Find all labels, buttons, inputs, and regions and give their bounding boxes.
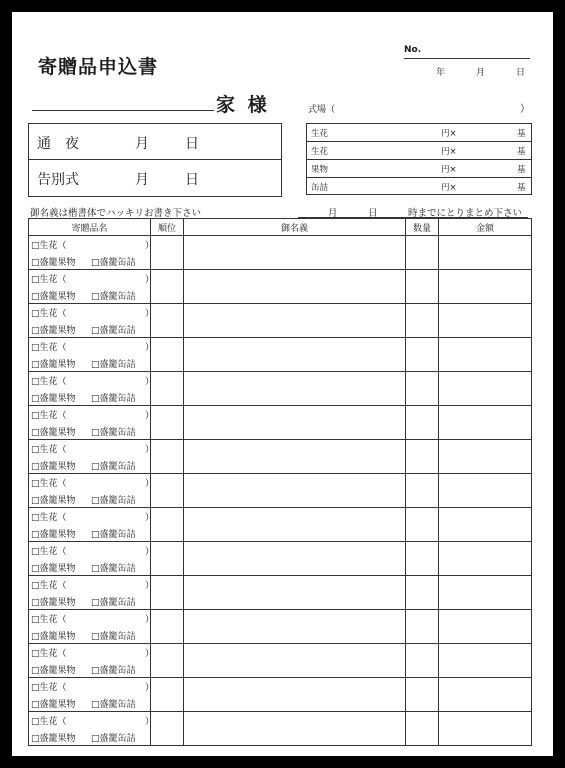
- table-row: [29, 304, 532, 338]
- fruit-basket-checkbox[interactable]: □盛籠果物: [31, 394, 76, 404]
- paren-close: ）: [145, 717, 155, 727]
- donor-name-cell[interactable]: [184, 712, 406, 746]
- gift-cell: [29, 712, 155, 746]
- amount-cell[interactable]: [439, 440, 532, 474]
- price-row: [307, 159, 531, 177]
- col-header-gift: 寄贈品名: [29, 219, 151, 236]
- table-row: [29, 678, 532, 712]
- fruit-basket-checkbox[interactable]: □盛籠果物: [31, 734, 76, 744]
- amount-cell[interactable]: [439, 338, 532, 372]
- price-unit: 円×: [441, 165, 457, 175]
- amount-cell[interactable]: [439, 678, 532, 712]
- donor-name-cell[interactable]: [184, 542, 406, 576]
- quantity-cell[interactable]: [406, 304, 439, 338]
- gift-cell: [29, 304, 155, 338]
- event-wake-day: 日: [185, 136, 199, 152]
- quantity-cell[interactable]: [406, 678, 439, 712]
- event-wake-label: 通 夜: [37, 136, 79, 152]
- quantity-cell[interactable]: [406, 576, 439, 610]
- fresh-flower-checkbox[interactable]: □生花（: [31, 241, 67, 251]
- month-label: 月: [476, 68, 486, 78]
- table-row: [29, 610, 532, 644]
- canned-basket-checkbox[interactable]: □盛籠缶詰: [91, 258, 136, 268]
- table-row: [29, 542, 532, 576]
- price-row: [307, 177, 531, 195]
- event-funeral-label: 告別式: [37, 172, 79, 188]
- donor-name-cell[interactable]: [184, 236, 406, 270]
- event-wake-month: 月: [135, 136, 149, 152]
- amount-cell[interactable]: [439, 508, 532, 542]
- amount-cell[interactable]: [439, 712, 532, 746]
- price-row: [307, 124, 531, 141]
- donor-name-cell[interactable]: [184, 576, 406, 610]
- paren-close: ）: [145, 411, 155, 421]
- rank-cell[interactable]: [151, 372, 184, 406]
- canned-basket-checkbox[interactable]: □盛籠缶詰: [91, 360, 136, 370]
- donor-name-cell[interactable]: [184, 610, 406, 644]
- paren-close: ）: [145, 445, 155, 455]
- table-row: [29, 270, 532, 304]
- quantity-cell[interactable]: [406, 440, 439, 474]
- fresh-flower-checkbox[interactable]: □生花（: [31, 479, 67, 489]
- form-title: 寄贈品申込書: [38, 56, 159, 78]
- fruit-basket-checkbox[interactable]: □盛籠果物: [31, 360, 76, 370]
- donor-name-cell[interactable]: [184, 440, 406, 474]
- quantity-cell[interactable]: [406, 712, 439, 746]
- deadline-text: 時までにとりまとめ下さい: [408, 208, 523, 219]
- fruit-basket-checkbox[interactable]: □盛籠果物: [31, 428, 76, 438]
- fresh-flower-checkbox[interactable]: □生花（: [31, 309, 67, 319]
- paren-close: ）: [145, 377, 155, 387]
- rank-cell[interactable]: [151, 406, 184, 440]
- table-row: [29, 236, 532, 270]
- fresh-flower-checkbox[interactable]: □生花（: [31, 445, 67, 455]
- amount-cell[interactable]: [439, 474, 532, 508]
- paren-close: ）: [145, 343, 155, 353]
- quantity-cell[interactable]: [406, 236, 439, 270]
- table-row: [29, 474, 532, 508]
- canned-basket-checkbox[interactable]: □盛籠缶詰: [91, 496, 136, 506]
- fruit-basket-checkbox[interactable]: □盛籠果物: [31, 258, 76, 268]
- canned-basket-checkbox[interactable]: □盛籠缶詰: [91, 530, 136, 540]
- price-item: 生花: [311, 129, 329, 139]
- price-count: 基: [517, 165, 526, 175]
- amount-cell[interactable]: [439, 236, 532, 270]
- fresh-flower-checkbox[interactable]: □生花（: [31, 377, 67, 387]
- gift-cell: [29, 474, 155, 508]
- instruction-note: 御名義は楷書体でハッキリお書き下さい: [30, 208, 202, 219]
- table-row: [29, 372, 532, 406]
- fruit-basket-checkbox[interactable]: □盛籠果物: [31, 496, 76, 506]
- year-label: 年: [436, 68, 446, 78]
- donor-name-cell[interactable]: [184, 304, 406, 338]
- price-count: 基: [517, 129, 526, 139]
- amount-cell[interactable]: [439, 372, 532, 406]
- fruit-basket-checkbox[interactable]: □盛籠果物: [31, 700, 76, 710]
- fresh-flower-checkbox[interactable]: □生花（: [31, 683, 67, 693]
- fresh-flower-checkbox[interactable]: □生花（: [31, 615, 67, 625]
- col-header-rank: 順位: [151, 219, 184, 236]
- canned-basket-checkbox[interactable]: □盛籠缶詰: [91, 666, 136, 676]
- paren-close: ）: [145, 683, 155, 693]
- fresh-flower-checkbox[interactable]: □生花（: [31, 513, 67, 523]
- table-header-row: [29, 219, 532, 236]
- canned-basket-checkbox[interactable]: □盛籠缶詰: [91, 394, 136, 404]
- event-funeral-day: 日: [185, 172, 199, 188]
- col-header-name: 御名義: [184, 219, 406, 236]
- canned-basket-checkbox[interactable]: □盛籠缶詰: [91, 734, 136, 744]
- paren-close: ）: [145, 615, 155, 625]
- donor-name-cell[interactable]: [184, 270, 406, 304]
- rank-cell[interactable]: [151, 338, 184, 372]
- rank-cell[interactable]: [151, 270, 184, 304]
- rank-cell[interactable]: [151, 542, 184, 576]
- table-row: [29, 406, 532, 440]
- price-unit: 円×: [441, 183, 457, 193]
- price-unit: 円×: [441, 147, 457, 157]
- fresh-flower-checkbox[interactable]: □生花（: [31, 411, 67, 421]
- family-suffix: 家 様: [216, 94, 270, 116]
- amount-cell[interactable]: [439, 542, 532, 576]
- quantity-cell[interactable]: [406, 508, 439, 542]
- paren-close: ）: [145, 649, 155, 659]
- fruit-basket-checkbox[interactable]: □盛籠果物: [31, 564, 76, 574]
- family-name-field[interactable]: [32, 110, 214, 111]
- quantity-cell[interactable]: [406, 338, 439, 372]
- paren-close: ）: [145, 513, 155, 523]
- quantity-cell[interactable]: [406, 474, 439, 508]
- gift-cell: [29, 440, 155, 474]
- rank-cell[interactable]: [151, 304, 184, 338]
- fruit-basket-checkbox[interactable]: □盛籠果物: [31, 666, 76, 676]
- rank-cell[interactable]: [151, 644, 184, 678]
- fruit-basket-checkbox[interactable]: □盛籠果物: [31, 632, 76, 642]
- deadline-month: 月: [328, 208, 338, 219]
- paren-close: ）: [145, 547, 155, 557]
- price-item: 生花: [311, 147, 329, 157]
- venue-close: ）: [520, 104, 530, 115]
- table-row: [29, 712, 532, 746]
- rank-cell[interactable]: [151, 508, 184, 542]
- gift-cell: [29, 372, 155, 406]
- rank-cell[interactable]: [151, 610, 184, 644]
- application-form: [12, 12, 553, 756]
- paren-close: ）: [145, 241, 155, 251]
- gift-table: [28, 218, 532, 746]
- gift-cell: [29, 508, 155, 542]
- day-label: 日: [516, 68, 526, 78]
- fruit-basket-checkbox[interactable]: □盛籠果物: [31, 326, 76, 336]
- gift-cell: [29, 576, 155, 610]
- donor-name-cell[interactable]: [184, 508, 406, 542]
- canned-basket-checkbox[interactable]: □盛籠缶詰: [91, 564, 136, 574]
- event-divider: [29, 159, 281, 160]
- quantity-cell[interactable]: [406, 610, 439, 644]
- donor-name-cell[interactable]: [184, 338, 406, 372]
- canned-basket-checkbox[interactable]: □盛籠缶詰: [91, 632, 136, 642]
- table-row: [29, 440, 532, 474]
- amount-cell[interactable]: [439, 644, 532, 678]
- fruit-basket-checkbox[interactable]: □盛籠果物: [31, 530, 76, 540]
- canned-basket-checkbox[interactable]: □盛籠缶詰: [91, 428, 136, 438]
- donor-name-cell[interactable]: [184, 372, 406, 406]
- number-label: No.: [404, 45, 422, 55]
- table-row: [29, 644, 532, 678]
- number-field[interactable]: [404, 58, 530, 59]
- amount-cell[interactable]: [439, 610, 532, 644]
- fruit-basket-checkbox[interactable]: □盛籠果物: [31, 598, 76, 608]
- price-count: 基: [517, 147, 526, 157]
- rank-cell[interactable]: [151, 474, 184, 508]
- canned-basket-checkbox[interactable]: □盛籠缶詰: [91, 700, 136, 710]
- gift-cell: [29, 270, 155, 304]
- rank-cell[interactable]: [151, 712, 184, 746]
- paren-close: ）: [145, 581, 155, 591]
- price-item: 果物: [311, 165, 329, 175]
- fresh-flower-checkbox[interactable]: □生花（: [31, 649, 67, 659]
- event-date-box: [28, 123, 282, 197]
- rank-cell[interactable]: [151, 576, 184, 610]
- quantity-cell[interactable]: [406, 542, 439, 576]
- canned-basket-checkbox[interactable]: □盛籠缶詰: [91, 292, 136, 302]
- quantity-cell[interactable]: [406, 406, 439, 440]
- donor-name-cell[interactable]: [184, 474, 406, 508]
- gift-cell: [29, 338, 155, 372]
- fresh-flower-checkbox[interactable]: □生花（: [31, 717, 67, 727]
- fresh-flower-checkbox[interactable]: □生花（: [31, 275, 67, 285]
- table-row: [29, 576, 532, 610]
- price-unit: 円×: [441, 129, 457, 139]
- gift-cell: [29, 678, 155, 712]
- fruit-basket-checkbox[interactable]: □盛籠果物: [31, 292, 76, 302]
- amount-cell[interactable]: [439, 270, 532, 304]
- fresh-flower-checkbox[interactable]: □生花（: [31, 581, 67, 591]
- rank-cell[interactable]: [151, 678, 184, 712]
- quantity-cell[interactable]: [406, 270, 439, 304]
- gift-cell: [29, 406, 155, 440]
- rank-cell[interactable]: [151, 440, 184, 474]
- gift-cell: [29, 644, 155, 678]
- deadline-day: 日: [368, 208, 378, 219]
- amount-cell[interactable]: [439, 406, 532, 440]
- canned-basket-checkbox[interactable]: □盛籠缶詰: [91, 598, 136, 608]
- donor-name-cell[interactable]: [184, 644, 406, 678]
- table-row: [29, 338, 532, 372]
- paren-close: ）: [145, 479, 155, 489]
- fresh-flower-checkbox[interactable]: □生花（: [31, 343, 67, 353]
- fresh-flower-checkbox[interactable]: □生花（: [31, 547, 67, 557]
- venue-label: 式場（: [308, 105, 336, 115]
- paren-close: ）: [145, 309, 155, 319]
- quantity-cell[interactable]: [406, 644, 439, 678]
- table-row: [29, 508, 532, 542]
- paren-close: ）: [145, 275, 155, 285]
- quantity-cell[interactable]: [406, 372, 439, 406]
- donor-name-cell[interactable]: [184, 678, 406, 712]
- price-box: [306, 123, 532, 195]
- rank-cell[interactable]: [151, 236, 184, 270]
- price-row: [307, 141, 531, 159]
- gift-cell: [29, 236, 155, 270]
- gift-cell: [29, 542, 155, 576]
- event-funeral-month: 月: [135, 172, 149, 188]
- amount-cell[interactable]: [439, 576, 532, 610]
- fruit-basket-checkbox[interactable]: □盛籠果物: [31, 462, 76, 472]
- col-header-qty: 数量: [406, 219, 439, 236]
- price-count: 基: [517, 183, 526, 193]
- canned-basket-checkbox[interactable]: □盛籠缶詰: [91, 462, 136, 472]
- donor-name-cell[interactable]: [184, 406, 406, 440]
- col-header-amount: 金額: [439, 219, 532, 236]
- amount-cell[interactable]: [439, 304, 532, 338]
- canned-basket-checkbox[interactable]: □盛籠缶詰: [91, 326, 136, 336]
- gift-cell: [29, 610, 155, 644]
- price-item: 缶詰: [311, 183, 329, 193]
